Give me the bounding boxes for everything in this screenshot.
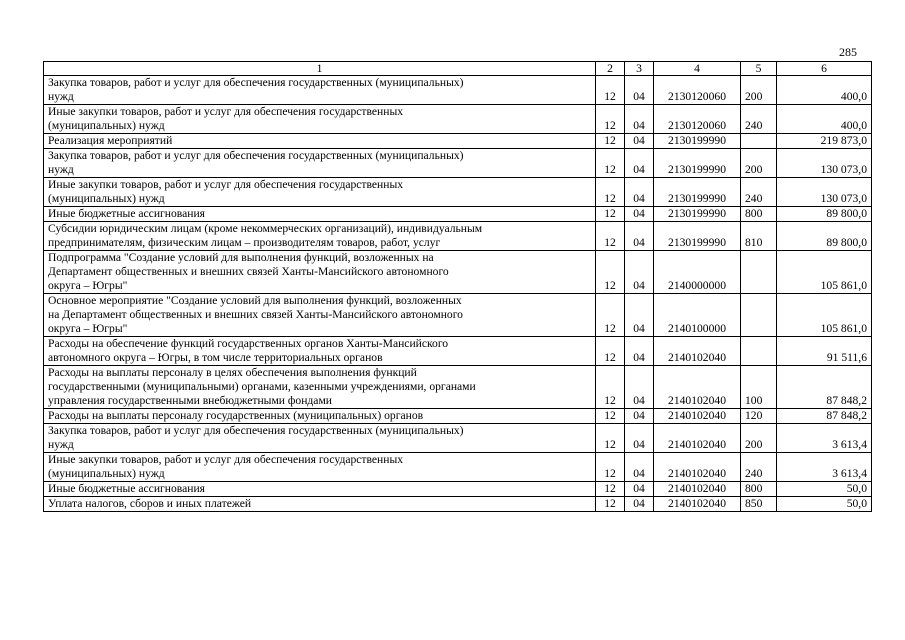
- row-label-cell: Иные закупки товаров, работ и услуг для обеспечения государственных (муниципальных) нужд: [44, 453, 596, 482]
- row-value-cell: 04: [625, 337, 654, 366]
- table-body: [44, 76, 872, 512]
- table-row: [44, 134, 872, 149]
- row-value-cell: 105 861,0: [777, 251, 872, 294]
- row-value-cell: 04: [625, 424, 654, 453]
- row-label-cell: Иные бюджетные ассигнования: [44, 482, 596, 497]
- table-row: [44, 409, 872, 424]
- row-value-cell: [741, 294, 777, 337]
- row-value-cell: 2140102040: [654, 424, 741, 453]
- row-value-cell: 200: [741, 76, 777, 105]
- row-value-cell: 240: [741, 178, 777, 207]
- row-value-cell: [741, 251, 777, 294]
- row-label-cell: Иные закупки товаров, работ и услуг для обеспечения государственных (муниципальных) нужд: [44, 178, 596, 207]
- table-row: [44, 366, 872, 409]
- page-number: 285: [839, 45, 857, 59]
- row-value-cell: 89 800,0: [777, 207, 872, 222]
- row-value-cell: 3 613,4: [777, 453, 872, 482]
- row-value-cell: 04: [625, 207, 654, 222]
- table-row: [44, 497, 872, 512]
- row-label-cell: Расходы на выплаты персоналу в целях обеспечения выполнения функций государственными (муниципальными) органами, казенными учреждениями, органами управления государственными внебюджетными фондами: [44, 366, 596, 409]
- row-value-cell: 87 848,2: [777, 409, 872, 424]
- row-value-cell: 2130199990: [654, 207, 741, 222]
- row-value-cell: 240: [741, 105, 777, 134]
- row-value-cell: 100: [741, 366, 777, 409]
- row-value-cell: 2130199990: [654, 178, 741, 207]
- row-value-cell: 04: [625, 453, 654, 482]
- row-value-cell: 04: [625, 366, 654, 409]
- row-value-cell: 2140102040: [654, 497, 741, 512]
- row-value-cell: 240: [741, 453, 777, 482]
- table-row: [44, 424, 872, 453]
- row-value-cell: 2140102040: [654, 337, 741, 366]
- row-value-cell: 12: [596, 105, 625, 134]
- row-value-cell: 12: [596, 294, 625, 337]
- column-header: 4: [654, 62, 741, 76]
- row-value-cell: 12: [596, 337, 625, 366]
- row-value-cell: 04: [625, 76, 654, 105]
- row-value-cell: 50,0: [777, 482, 872, 497]
- row-value-cell: [741, 337, 777, 366]
- row-value-cell: 12: [596, 424, 625, 453]
- row-value-cell: 130 073,0: [777, 178, 872, 207]
- row-value-cell: 2140000000: [654, 251, 741, 294]
- table-row: [44, 453, 872, 482]
- row-value-cell: 12: [596, 453, 625, 482]
- row-value-cell: 219 873,0: [777, 134, 872, 149]
- row-value-cell: 2140102040: [654, 453, 741, 482]
- row-value-cell: 12: [596, 366, 625, 409]
- row-value-cell: 12: [596, 497, 625, 512]
- row-value-cell: 04: [625, 497, 654, 512]
- row-value-cell: 2140100000: [654, 294, 741, 337]
- table-row: [44, 178, 872, 207]
- row-label-cell: Расходы на выплаты персоналу государственных (муниципальных) органов: [44, 409, 596, 424]
- table-row: [44, 482, 872, 497]
- row-value-cell: 3 613,4: [777, 424, 872, 453]
- column-header: 5: [741, 62, 777, 76]
- row-label-cell: Основное мероприятие "Создание условий для выполнения функций, возложенных на Департамент общественных и внешних связей Ханты-Мансийского автономного округа – Югры": [44, 294, 596, 337]
- table-row: [44, 222, 872, 251]
- row-value-cell: 04: [625, 178, 654, 207]
- row-value-cell: 12: [596, 207, 625, 222]
- row-value-cell: 200: [741, 424, 777, 453]
- row-value-cell: 2130199990: [654, 149, 741, 178]
- row-value-cell: 105 861,0: [777, 294, 872, 337]
- row-value-cell: 04: [625, 409, 654, 424]
- row-value-cell: 200: [741, 149, 777, 178]
- table-row: [44, 337, 872, 366]
- row-value-cell: 120: [741, 409, 777, 424]
- row-label-cell: Расходы на обеспечение функций государственных органов Ханты-Мансийского автономного округа – Югры, в том числе территориальных органов: [44, 337, 596, 366]
- column-header: 1: [44, 62, 596, 76]
- row-value-cell: 2130199990: [654, 134, 741, 149]
- row-value-cell: 91 511,6: [777, 337, 872, 366]
- table-row: [44, 294, 872, 337]
- row-label-cell: Закупка товаров, работ и услуг для обеспечения государственных (муниципальных) нужд: [44, 424, 596, 453]
- row-label-cell: Субсидии юридическим лицам (кроме некоммерческих организаций), индивидуальным предпринимателям, физическим лицам – производителям товаров, работ, услуг: [44, 222, 596, 251]
- row-value-cell: 04: [625, 149, 654, 178]
- row-value-cell: [741, 134, 777, 149]
- row-value-cell: 800: [741, 207, 777, 222]
- row-value-cell: 12: [596, 482, 625, 497]
- row-value-cell: 04: [625, 105, 654, 134]
- row-value-cell: 850: [741, 497, 777, 512]
- row-label-cell: Иные бюджетные ассигнования: [44, 207, 596, 222]
- row-value-cell: 89 800,0: [777, 222, 872, 251]
- row-label-cell: Реализация мероприятий: [44, 134, 596, 149]
- row-value-cell: 400,0: [777, 105, 872, 134]
- row-label-cell: Уплата налогов, сборов и иных платежей: [44, 497, 596, 512]
- row-value-cell: 50,0: [777, 497, 872, 512]
- table-header-row: [44, 62, 872, 76]
- row-value-cell: 130 073,0: [777, 149, 872, 178]
- row-value-cell: 12: [596, 409, 625, 424]
- column-header: 3: [625, 62, 654, 76]
- row-value-cell: 800: [741, 482, 777, 497]
- row-value-cell: 04: [625, 222, 654, 251]
- table-row: [44, 251, 872, 294]
- table-row: [44, 76, 872, 105]
- table-row: [44, 207, 872, 222]
- table-row: [44, 149, 872, 178]
- row-label-cell: Закупка товаров, работ и услуг для обеспечения государственных (муниципальных) нужд: [44, 76, 596, 105]
- column-header: 2: [596, 62, 625, 76]
- budget-table: [43, 61, 872, 512]
- row-value-cell: 810: [741, 222, 777, 251]
- row-value-cell: 12: [596, 76, 625, 105]
- table-row: [44, 105, 872, 134]
- row-value-cell: 87 848,2: [777, 366, 872, 409]
- row-value-cell: 12: [596, 149, 625, 178]
- row-value-cell: 04: [625, 251, 654, 294]
- row-value-cell: 12: [596, 178, 625, 207]
- row-label-cell: Закупка товаров, работ и услуг для обеспечения государственных (муниципальных) нужд: [44, 149, 596, 178]
- row-value-cell: 04: [625, 294, 654, 337]
- row-value-cell: 2130120060: [654, 76, 741, 105]
- row-value-cell: 2140102040: [654, 409, 741, 424]
- row-label-cell: Подпрограмма "Создание условий для выполнения функций, возложенных на Департамент общественных и внешних связей Ханты-Мансийского автономного округа – Югры": [44, 251, 596, 294]
- row-value-cell: 2130120060: [654, 105, 741, 134]
- column-header: 6: [777, 62, 872, 76]
- row-value-cell: 2130199990: [654, 222, 741, 251]
- row-value-cell: 04: [625, 482, 654, 497]
- row-value-cell: 12: [596, 251, 625, 294]
- row-label-cell: Иные закупки товаров, работ и услуг для обеспечения государственных (муниципальных) нужд: [44, 105, 596, 134]
- row-value-cell: 12: [596, 134, 625, 149]
- row-value-cell: 400,0: [777, 76, 872, 105]
- row-value-cell: 12: [596, 222, 625, 251]
- row-value-cell: 04: [625, 134, 654, 149]
- row-value-cell: 2140102040: [654, 366, 741, 409]
- row-value-cell: 2140102040: [654, 482, 741, 497]
